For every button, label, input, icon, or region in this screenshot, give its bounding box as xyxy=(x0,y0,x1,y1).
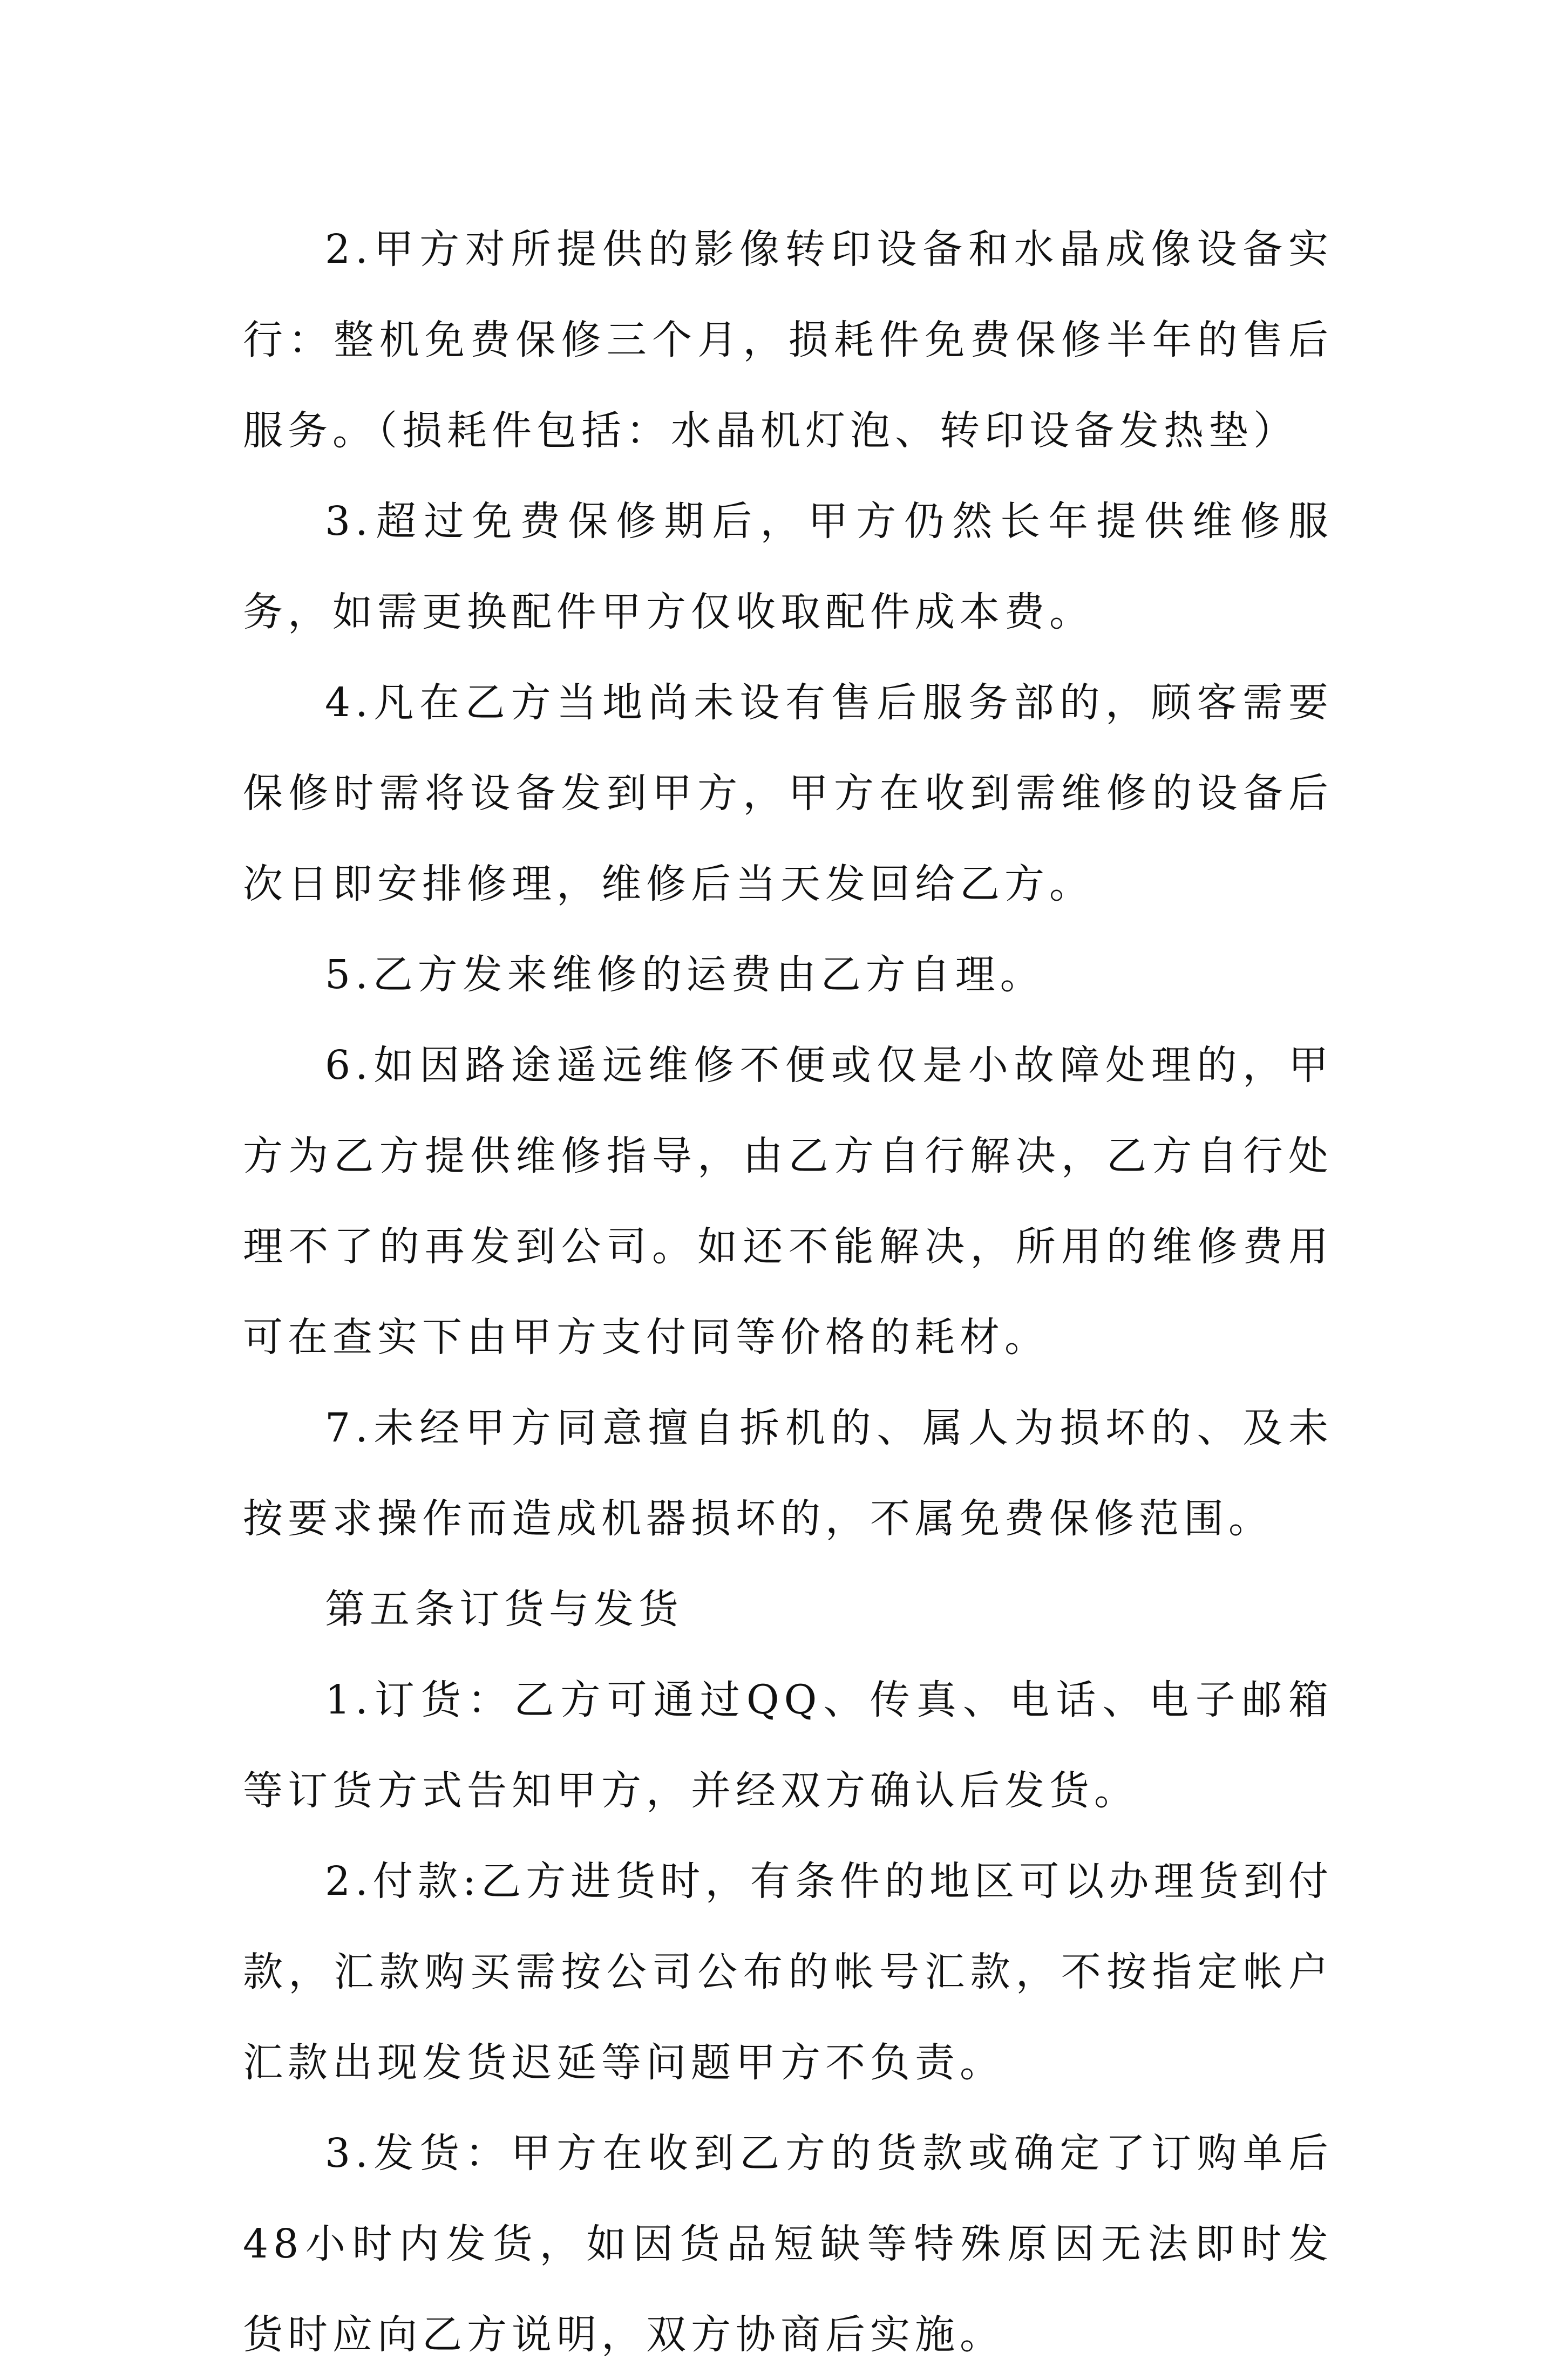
section-heading-ordering-shipping: 第五条订货与发货 xyxy=(325,1586,683,1633)
paragraph-remote-repair: 6.如因路途遥远维修不便或仅是小故障处理的，甲方为乙方提供维修指导，由乙方自行解决，乙方自行处理不了的再发到公司。如还不能解决，所用的维修费用可在查实下由甲方支付同等价格的耗材。 xyxy=(243,1042,1333,1361)
paragraph-shipping-cost: 5.乙方发来维修的运费由乙方自理。 xyxy=(325,951,1045,998)
paragraph-delivery: 3.发货：甲方在收到乙方的货款或确定了订购单后48小时内发货，如因货品短缺等特殊原因无法即时发货时应向乙方说明，双方协商后实施。 xyxy=(243,2130,1333,2358)
paragraph-post-warranty-repair: 3.超过免费保修期后，甲方仍然长年提供维修服务，如需更换配件甲方仅收取配件成本费。 xyxy=(243,498,1333,635)
paragraph-warranty-exclusions: 7.未经甲方同意擅自拆机的、属人为损坏的、及未按要求操作而造成机器损坏的，不属免费保修范围。 xyxy=(243,1405,1333,1542)
paragraph-warranty-period: 2.甲方对所提供的影像转印设备和水晶成像设备实行：整机免费保修三个月，损耗件免费保修半年的售后服务。（损耗件包括：水晶机灯泡、转印设备发热垫） xyxy=(243,226,1333,454)
paragraph-payment: 2.付款:乙方进货时，有条件的地区可以办理货到付款，汇款购买需按公司公布的帐号汇款，不按指定帐户汇款出现发货迟延等问题甲方不负责。 xyxy=(243,1858,1333,2086)
paragraph-repair-shipping: 4.凡在乙方当地尚未设有售后服务部的，顾客需要保修时需将设备发到甲方，甲方在收到需维修的设备后次日即安排修理，维修后当天发回给乙方。 xyxy=(243,679,1333,907)
paragraph-ordering: 1.订货：乙方可通过QQ、传真、电话、电子邮箱等订货方式告知甲方，并经双方确认后发货。 xyxy=(243,1677,1333,1814)
document-body xyxy=(243,204,1333,2380)
